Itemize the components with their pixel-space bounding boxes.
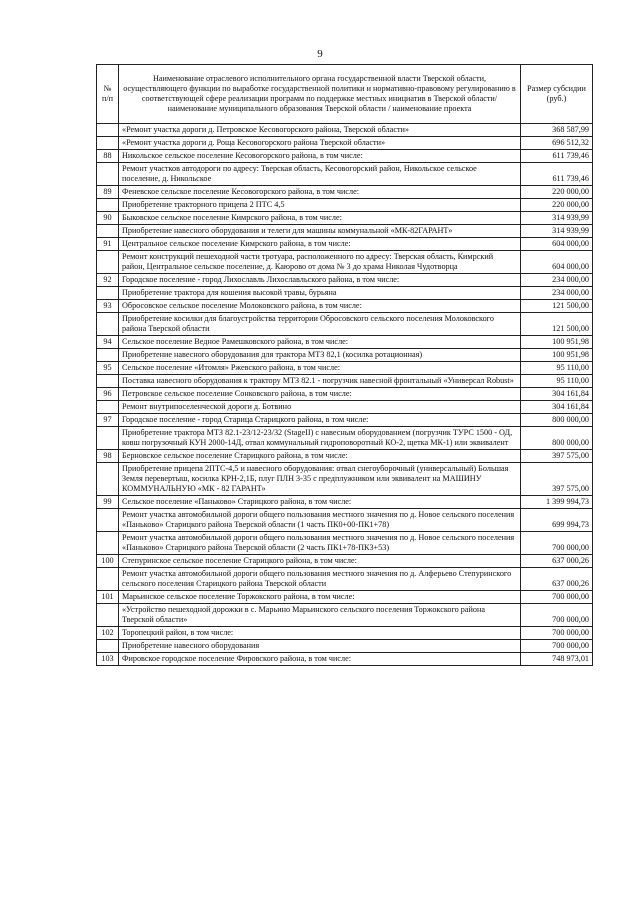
row-number: [97, 568, 119, 591]
row-number: [97, 427, 119, 450]
row-amount: 637 000,26: [521, 568, 593, 591]
row-name: Сельское поселение «Итомля» Ржевского района, в том числе:: [119, 362, 521, 375]
row-name: Ремонт участка автомобильной дороги общего пользования местного значения по д. Новое сельского поселения «Паньково» Старицкого района Тверской области (1 часть ПК0+00-ПК1+78): [119, 509, 521, 532]
row-name: Сельское поселение Ведное Рамешковского района, в том числе:: [119, 336, 521, 349]
row-amount: 220 000,00: [521, 199, 593, 212]
table-row: [97, 199, 593, 212]
table-row: [97, 604, 593, 627]
row-amount: 1 399 994,73: [521, 496, 593, 509]
row-number: [97, 199, 119, 212]
table-row: [97, 388, 593, 401]
table-row: [97, 186, 593, 199]
row-number: [97, 375, 119, 388]
table-row: [97, 414, 593, 427]
row-amount: 121 500,00: [521, 313, 593, 336]
row-number: 93: [97, 300, 119, 313]
table-row: [97, 640, 593, 653]
table-row: [97, 287, 593, 300]
table-row: [97, 401, 593, 414]
row-name: Ремонт участка автомобильной дороги общего пользования местного значения по д. Новое сельского поселения «Паньково» Старицкого района Тверской области (2 часть ПК1+78-ПК3+53): [119, 532, 521, 555]
row-number: 90: [97, 212, 119, 225]
row-name: Приобретение навесного оборудования для трактора МТЗ 82,1 (косилка ротационная): [119, 349, 521, 362]
row-name: Ремонт участка автомобильной дороги общего пользования местного значения по д. Алферьево Степуринского сельского поселения Старицкого района Тверской области: [119, 568, 521, 591]
table-row: [97, 509, 593, 532]
row-amount: 700 000,00: [521, 591, 593, 604]
row-number: 100: [97, 555, 119, 568]
table-row: [97, 225, 593, 238]
row-name: Никольское сельское поселение Кесовогорского района, в том числе:: [119, 150, 521, 163]
row-amount: 304 161,84: [521, 388, 593, 401]
row-number: 89: [97, 186, 119, 199]
row-name: Приобретение трактора МТЗ 82.1-23/12-23/32 (StageII) с навесным оборудованием (погрузчик ТУРС 1500 - ОД, ковш погрузочный КУН 2000-14Д, отвал коммунальный гидроповоротный КО-2, щетка МК-1) или эквивалент: [119, 427, 521, 450]
table-row: [97, 336, 593, 349]
row-name: «Устройство пешеходной дорожки в с. Марьино Марьинского сельского поселения Торжокского района Тверской области»: [119, 604, 521, 627]
header-name: Наименование отраслевого исполнительного органа государственной власти Тверской области, осуществляющего функции по выработке государственной политики и нормативно-правовому регулированию в соответствующей сфере реализации программ по поддержке местных инициатив в Тверской области/ наименование муниципального образования Тверской области / наименование проекта: [119, 65, 521, 124]
row-amount: 800 000,00: [521, 414, 593, 427]
row-number: 103: [97, 653, 119, 666]
row-name: Приобретение трактора для кошения высокой травы, бурьяна: [119, 287, 521, 300]
page-number: 9: [317, 48, 323, 60]
row-name: Приобретение навесного оборудования: [119, 640, 521, 653]
header-number: № п/п: [97, 65, 119, 124]
table-row: [97, 532, 593, 555]
row-name: Фировское городское поселение Фировского района, в том числе:: [119, 653, 521, 666]
row-amount: 700 000,00: [521, 627, 593, 640]
row-amount: 604 000,00: [521, 251, 593, 274]
table-row: [97, 124, 593, 137]
table-row: [97, 349, 593, 362]
table-row: [97, 450, 593, 463]
row-number: 99: [97, 496, 119, 509]
table-row: [97, 251, 593, 274]
row-name: Торопецкий район, в том числе:: [119, 627, 521, 640]
row-number: [97, 287, 119, 300]
row-name: Степуринское сельское поселение Старицкого района, в том числе:: [119, 555, 521, 568]
row-number: [97, 463, 119, 496]
row-number: [97, 509, 119, 532]
subsidy-table: [96, 64, 593, 666]
table-row: [97, 212, 593, 225]
row-amount: 699 994,73: [521, 509, 593, 532]
row-number: [97, 124, 119, 137]
row-amount: 611 739,46: [521, 150, 593, 163]
row-name: Приобретение навесного оборудования и телеги для машины коммунальной «МК-82ГАРАНТ»: [119, 225, 521, 238]
table-row: [97, 362, 593, 375]
row-number: 91: [97, 238, 119, 251]
row-amount: 700 000,00: [521, 532, 593, 555]
row-name: Обросовское сельское поселение Молоковского района, в том числе:: [119, 300, 521, 313]
row-name: Феневское сельское поселение Кесовогорского района, в том числе:: [119, 186, 521, 199]
row-amount: 100 951,98: [521, 336, 593, 349]
row-amount: 95 110,00: [521, 362, 593, 375]
row-amount: 700 000,00: [521, 604, 593, 627]
row-amount: 637 000,26: [521, 555, 593, 568]
row-amount: 611 739,46: [521, 163, 593, 186]
row-number: 101: [97, 591, 119, 604]
row-name: Быковское сельское поселение Кимрского района, в том числе:: [119, 212, 521, 225]
table-row: [97, 300, 593, 313]
row-number: [97, 401, 119, 414]
row-amount: 696 512,32: [521, 137, 593, 150]
row-name: Городское поселение - город Лихославль Лихославльского района, в том числе:: [119, 274, 521, 287]
row-number: 92: [97, 274, 119, 287]
table-row: [97, 653, 593, 666]
row-amount: 314 939,99: [521, 212, 593, 225]
table-row: [97, 627, 593, 640]
table-row: [97, 555, 593, 568]
row-number: 98: [97, 450, 119, 463]
row-number: [97, 313, 119, 336]
table-row: [97, 313, 593, 336]
table-row: [97, 496, 593, 509]
row-amount: 700 000,00: [521, 640, 593, 653]
row-amount: 748 973,01: [521, 653, 593, 666]
table-row: [97, 163, 593, 186]
row-name: Центральное сельское поселение Кимрского района, в том числе:: [119, 238, 521, 251]
row-number: [97, 349, 119, 362]
row-amount: 314 939,99: [521, 225, 593, 238]
row-amount: 220 000,00: [521, 186, 593, 199]
row-number: [97, 640, 119, 653]
row-amount: 397 575,00: [521, 450, 593, 463]
row-name: Поставка навесного оборудования к трактору МТЗ 82.1 - погрузчик навесной фронтальный «Универсал Robust»: [119, 375, 521, 388]
row-number: [97, 163, 119, 186]
table-row: [97, 150, 593, 163]
row-name: Городское поселение - город Старица Старицкого района, в том числе:: [119, 414, 521, 427]
row-number: [97, 604, 119, 627]
row-name: Приобретение косилки для благоустройства территории Обросовского сельского поселения Молоковского района Тверской области: [119, 313, 521, 336]
table-row: [97, 591, 593, 604]
row-number: [97, 225, 119, 238]
row-name: Марьинское сельское поселение Торжокского района, в том числе:: [119, 591, 521, 604]
row-number: 96: [97, 388, 119, 401]
table-row: [97, 568, 593, 591]
row-amount: 121 500,00: [521, 300, 593, 313]
row-amount: 95 110,00: [521, 375, 593, 388]
table-row: [97, 375, 593, 388]
row-name: Ремонт участков автодороги по адресу: Тверская область, Кесовогорский район, Никольское сельское поселение, д. Никольское: [119, 163, 521, 186]
header-amount: Размер субсидии (руб.): [521, 65, 593, 124]
row-name: Петровское сельское поселение Сонковского района, в том числе:: [119, 388, 521, 401]
row-name: Берновское сельское поселение Старицкого района, в том числе:: [119, 450, 521, 463]
table-row: [97, 137, 593, 150]
row-amount: 304 161,84: [521, 401, 593, 414]
row-amount: 397 575,00: [521, 463, 593, 496]
table-row: [97, 238, 593, 251]
row-number: 97: [97, 414, 119, 427]
table-header-row: [97, 65, 593, 124]
row-number: 95: [97, 362, 119, 375]
row-name: Ремонт конструкций пешеходной части тротуара, расположенного по адресу: Тверская область, Кимрский район, Центральное сельское поселение, д. Каюрово от дома № 3 до храма Николая Чудотворца: [119, 251, 521, 274]
row-name: Приобретение тракторного прицепа 2 ПТС 4,5: [119, 199, 521, 212]
row-number: [97, 137, 119, 150]
row-name: Сельское поселение «Паньково» Старицкого района, в том числе:: [119, 496, 521, 509]
row-number: 102: [97, 627, 119, 640]
row-amount: 604 000,00: [521, 238, 593, 251]
row-amount: 234 000,00: [521, 287, 593, 300]
row-number: 88: [97, 150, 119, 163]
row-amount: 100 951,98: [521, 349, 593, 362]
row-name: Приобретение прицепа 2ПТС-4,5 и навесного оборудования: отвал снегоуборочный (универсальный) Большая Земля перевертыш, косилка КРН-2,1Б, плуг ПЛН 3-35 с предплужником или эквивалент на МАШИНУ КОММУНАЛЬНУЮ «МК - 82 ГАРАНТ»: [119, 463, 521, 496]
table-row: [97, 274, 593, 287]
row-amount: 368 587,99: [521, 124, 593, 137]
row-number: [97, 251, 119, 274]
row-name: «Ремонт участка дороги д. Роща Кесовогорского района Тверской области»: [119, 137, 521, 150]
row-amount: 234 000,00: [521, 274, 593, 287]
table-row: [97, 427, 593, 450]
row-name: «Ремонт участка дороги д. Петровское Кесовогорского района, Тверской области»: [119, 124, 521, 137]
row-name: Ремонт внутрипоселенческой дороги д. Ботвино: [119, 401, 521, 414]
table-row: [97, 463, 593, 496]
row-number: 94: [97, 336, 119, 349]
row-amount: 800 000,00: [521, 427, 593, 450]
row-number: [97, 532, 119, 555]
